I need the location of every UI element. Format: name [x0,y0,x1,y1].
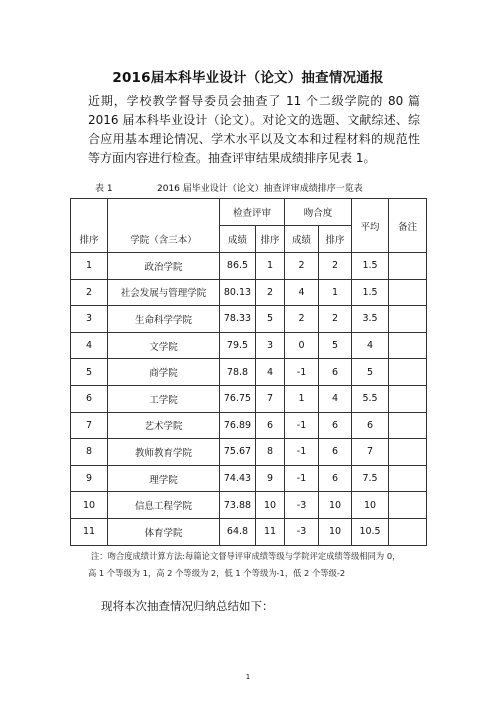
summary-line: 现将本次抽查情况归纳总结如下： [101,599,274,613]
cell-rank: 1 [71,253,108,280]
cell-match-score: 1 [285,385,319,412]
table-row [71,439,427,466]
caption-text: 2016 届毕业设计（论文）抽查评审成绩排序一览表 [157,184,363,194]
cell-average: 1.5 [352,253,389,280]
header-match-score: 成绩 [285,226,319,253]
cell-remark [389,492,427,519]
cell-match-rank: 2 [319,306,352,333]
cell-match-rank: 2 [319,253,352,280]
cell-score-rank: 6 [256,412,285,439]
cell-score: 75.67 [220,439,256,466]
cell-remark [389,306,427,333]
table-row [71,385,427,412]
cell-match-rank: 1 [319,279,352,306]
cell-average: 3.5 [352,306,389,333]
caption-label: 表 1 [95,184,113,194]
cell-remark [389,465,427,492]
cell-rank: 3 [71,306,108,333]
cell-average: 10 [352,492,389,519]
cell-score-rank: 7 [256,385,285,412]
cell-college: 理学院 [108,465,220,492]
cell-remark [389,253,427,280]
cell-remark [389,412,427,439]
cell-match-score: 2 [285,253,319,280]
cell-remark [389,518,427,545]
cell-match-rank: 10 [319,492,352,519]
cell-rank: 6 [71,385,108,412]
cell-score-rank: 2 [256,279,285,306]
cell-rank: 7 [71,412,108,439]
cell-remark [389,332,427,359]
cell-match-score: -3 [285,492,319,519]
note-line-2: 高 1 个等级为 1，高 2 个等级为 2，低 1 个等级为-1，低 2 个等级-2 [88,568,346,578]
header-match-group: 吻合度 [285,199,352,226]
cell-college: 体育学院 [108,518,220,545]
cell-rank: 10 [71,492,108,519]
table-row [71,465,427,492]
cell-average: 6 [352,412,389,439]
table-row [71,518,427,545]
cell-college: 商学院 [108,359,220,386]
cell-match-score: 0 [285,332,319,359]
cell-score: 76.89 [220,412,256,439]
cell-average: 1.5 [352,279,389,306]
cell-score-rank: 3 [256,332,285,359]
cell-score: 78.8 [220,359,256,386]
table-row [71,412,427,439]
cell-score-rank: 10 [256,492,285,519]
cell-remark [389,385,427,412]
cell-match-score: -1 [285,439,319,466]
cell-college: 社会发展与管理学院 [108,279,220,306]
intro-paragraph: 近期，学校教学督导委员会抽查了 11 个二级学院的 80 篇 2016 届本科毕业设计（论文）。对论文的选题、文献综述、综合应用基本理论情况、学术水平以及文本和过程材料的规范性等方面内容进行检查。抽查评审结果成绩排序见表 1。 [88,94,420,165]
table-note [88,548,428,582]
note-line-1: 注：吻合度成绩计算方法:每篇论文督导评审成绩等级与学院评定成绩等级相同为 0， [91,551,401,561]
cell-rank: 11 [71,518,108,545]
cell-score: 80.13 [220,279,256,306]
cell-score-rank: 11 [256,518,285,545]
header-remark: 备注 [389,199,427,253]
header-review-group: 检查评审 [220,199,285,226]
table-row [71,492,427,519]
cell-remark [389,439,427,466]
cell-match-rank: 6 [319,439,352,466]
cell-match-rank: 10 [319,518,352,545]
cell-college: 教师教育学院 [108,439,220,466]
cell-score-rank: 9 [256,465,285,492]
cell-score: 64.8 [220,518,256,545]
cell-college: 生命科学学院 [108,306,220,333]
cell-score-rank: 5 [256,306,285,333]
cell-score-rank: 1 [256,253,285,280]
cell-match-rank: 6 [319,359,352,386]
cell-score-rank: 8 [256,439,285,466]
header-score-rank: 排序 [256,226,285,253]
header-average: 平均 [352,199,389,253]
results-table [70,198,427,546]
cell-match-score: -1 [285,412,319,439]
cell-average: 5.5 [352,385,389,412]
cell-score: 76.75 [220,385,256,412]
cell-score: 78.33 [220,306,256,333]
table-row [71,279,427,306]
cell-college: 工学院 [108,385,220,412]
header-row-groups [71,199,427,226]
document-title: 2016届本科毕业设计（论文）抽查情况通报 [112,70,384,86]
cell-match-score: -3 [285,518,319,545]
cell-remark [389,279,427,306]
page-number: 1 [245,673,251,681]
cell-score: 73.88 [220,492,256,519]
cell-college: 文学院 [108,332,220,359]
cell-remark [389,359,427,386]
cell-match-score: 2 [285,306,319,333]
cell-rank: 2 [71,279,108,306]
cell-average: 10.5 [352,518,389,545]
header-college: 学院（含三本） [108,199,220,253]
header-rank: 排序 [71,199,108,253]
cell-rank: 5 [71,359,108,386]
table-row [71,359,427,386]
cell-match-rank: 5 [319,332,352,359]
table-row [71,306,427,333]
cell-match-rank: 4 [319,385,352,412]
cell-rank: 8 [71,439,108,466]
cell-college: 政治学院 [108,253,220,280]
cell-rank: 4 [71,332,108,359]
cell-score: 79.5 [220,332,256,359]
cell-match-score: -1 [285,465,319,492]
cell-score-rank: 4 [256,359,285,386]
cell-match-rank: 6 [319,465,352,492]
cell-match-rank: 6 [319,412,352,439]
cell-score: 74.43 [220,465,256,492]
header-score: 成绩 [220,226,256,253]
cell-average: 4 [352,332,389,359]
cell-rank: 9 [71,465,108,492]
cell-average: 7.5 [352,465,389,492]
cell-college: 信息工程学院 [108,492,220,519]
table-row [71,332,427,359]
cell-college: 艺术学院 [108,412,220,439]
table-row [71,253,427,280]
header-match-rank: 排序 [319,226,352,253]
cell-score: 86.5 [220,253,256,280]
cell-average: 7 [352,439,389,466]
cell-average: 5 [352,359,389,386]
cell-match-score: -1 [285,359,319,386]
cell-match-score: 4 [285,279,319,306]
